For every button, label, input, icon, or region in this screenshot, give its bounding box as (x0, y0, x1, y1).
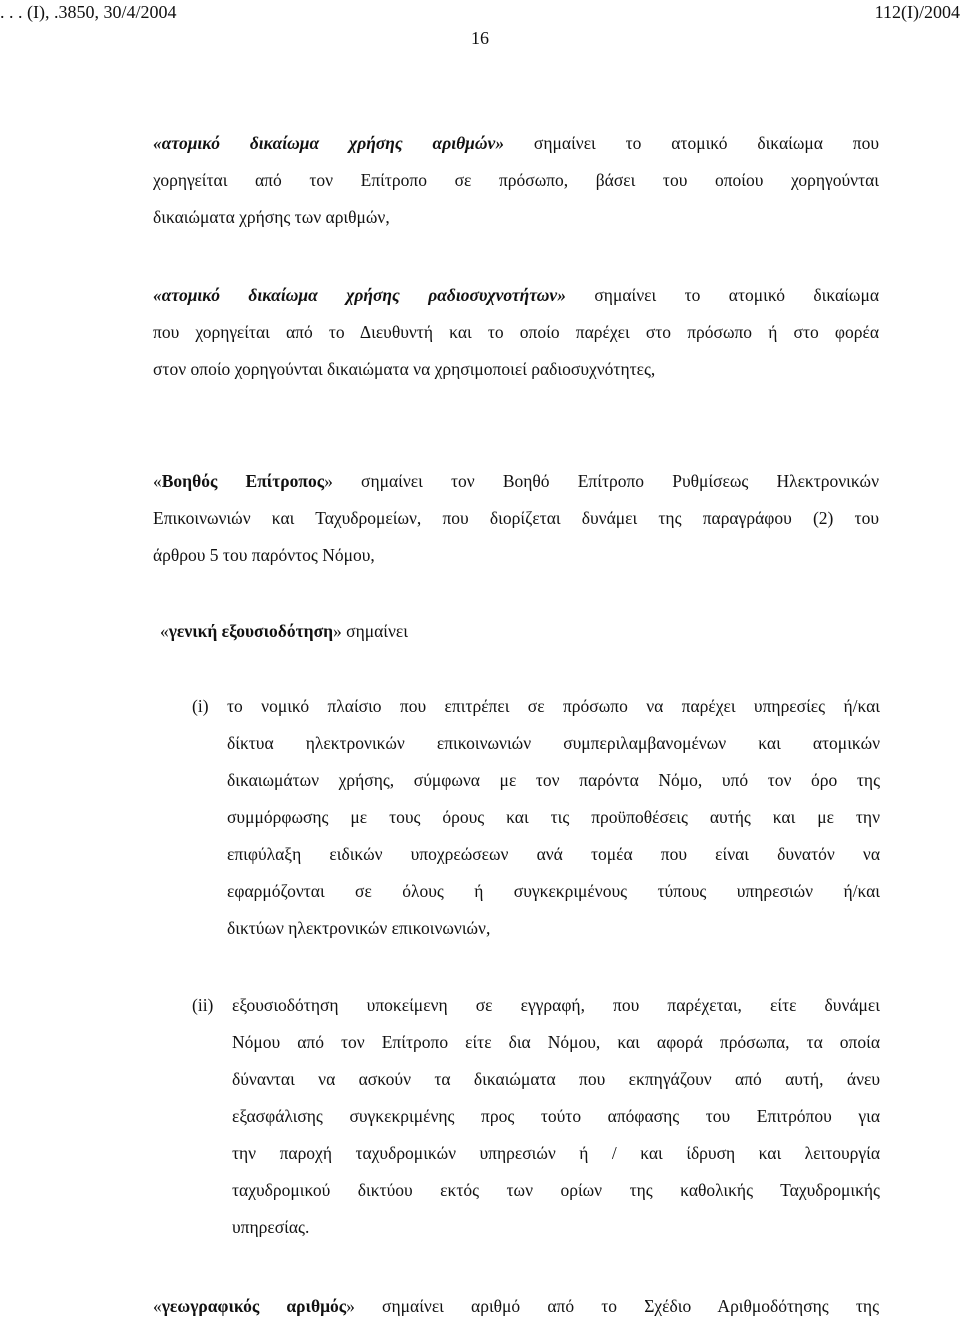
item-text: την παροχή ταχυδρομικών υπηρεσιών ή / και ίδρυση και λειτουργία (232, 1143, 880, 1163)
item-text: δίκτυα ηλεκτρονικών επικοινωνιών συμπεριλαμβανομένων και ατομικών (227, 733, 880, 753)
item-text: Νόμου από τον Επίτροπο είτε δια Νόμου, και αφορά πρόσωπα, τα οποία (232, 1032, 880, 1052)
definition-term: «ατομικό δικαίωμα χρήσης ραδιοσυχνοτήτων» (153, 285, 566, 305)
item-text: επιφύλαξη ειδικών υποχρεώσεων ανά τομέα που είναι δυνατόν να (227, 844, 880, 864)
definition-text: σημαίνει αριθμό από το Σχέδιο Αριθμοδότησης της (354, 1296, 879, 1316)
item-text: υπηρεσίας. (232, 1217, 310, 1237)
definition-individual-number-right (153, 125, 879, 236)
definition-text: σημαίνει το ατομικό δικαίωμα (565, 285, 880, 305)
item-text: ταχυδρομικού δικτύου εκτός των ορίων της καθολικής Ταχυδρομικής (232, 1180, 880, 1200)
definition-text: Επικοινωνιών και Ταχυδρομείων, που διορίζεται δυνάμει της παραγράφου (2) του (153, 508, 879, 528)
definition-text: που χορηγείται από το Διευθυντή και το οποίο παρέχει στο πρόσωπο ή στο φορέα (153, 322, 879, 342)
header-reference: . . . (Ι), .3850, 30/4/2004 (0, 2, 177, 22)
list-item (192, 987, 880, 1246)
item-text: εξουσιοδότηση υποκείμενη σε εγγραφή, που παρέχεται, είτε δυνάμει (232, 995, 880, 1015)
definition-term: γενική εξουσιοδότηση (168, 621, 334, 641)
list-item (192, 688, 880, 947)
item-text: δύνανται να ασκούν τα δικαιώματα που εκπηγάζουν από αυτή, άνευ (232, 1069, 880, 1089)
definition-individual-frequency-right (153, 277, 879, 388)
item-text: το νομικό πλαίσιο που επιτρέπει σε πρόσωπο να παρέχει υπηρεσίες ή/και (227, 696, 880, 716)
definition-geographic-number: «γεωγραφικός αριθμός» σημαίνει αριθμό από το Σχέδιο Αριθμοδότησης της (153, 1296, 879, 1316)
header-law-number: 112(I)/2004 (874, 2, 960, 22)
item-text: συμμόρφωσης με τους όρους και τις προϋποθέσεις αυτής και με την (227, 807, 880, 827)
definition-term: γεωγραφικός αριθμός (161, 1296, 347, 1316)
definition-general-authorisation: «γενική εξουσιοδότηση» σημαίνει (160, 621, 408, 641)
definition-text: δικαιώματα χρήσης των αριθμών, (153, 207, 390, 227)
definition-text: άρθρου 5 του παρόντος Νόμου, (153, 545, 375, 565)
item-text: δικτύων ηλεκτρονικών επικοινωνιών, (227, 918, 491, 938)
definition-text: χορηγείται από τον Επίτροπο σε πρόσωπο, βάσει του οποίου χορηγούνται (153, 170, 879, 190)
definition-text: σημαίνει τον Βοηθό Επίτροπο Ρυθμίσεως Ηλεκτρονικών (332, 471, 879, 491)
item-label: (i) (192, 696, 209, 716)
definition-assistant-commissioner: «Βοηθός Επίτροπος» σημαίνει τον Βοηθό Επίτροπο Ρυθμίσεως Ηλεκτρονικών Επικοινωνιών και Ταχυδρομείων, που διορίζεται δυνάμει της παραγράφου (2) του άρθρου 5 του παρόντος Νόμου, (153, 463, 879, 574)
page-number: 16 (471, 28, 489, 48)
definition-text: στον οποίο χορηγούνται δικαιώματα να χρησιμοποιεί ραδιοσυχνότητες, (153, 359, 656, 379)
item-text: δικαιωμάτων χρήσης, σύμφωνα με τον παρόντα Νόμο, υπό τον όρο της (227, 770, 880, 790)
definition-term: «ατομικό δικαίωμα χρήσης αριθμών» (153, 133, 505, 153)
item-text: εφαρμόζονται σε όλους ή συγκεκριμένους τύπους υπηρεσιών ή/και (227, 881, 880, 901)
definition-text: σημαίνει το ατομικό δικαίωμα που (504, 133, 879, 153)
item-label: (ii) (192, 995, 214, 1015)
definition-term: Βοηθός Επίτροπος (161, 471, 325, 491)
item-text: εξασφάλισης συγκεκριμένης προς τούτο απόφασης του Επιτρόπου για (232, 1106, 880, 1126)
definition-text: σημαίνει (341, 621, 408, 641)
